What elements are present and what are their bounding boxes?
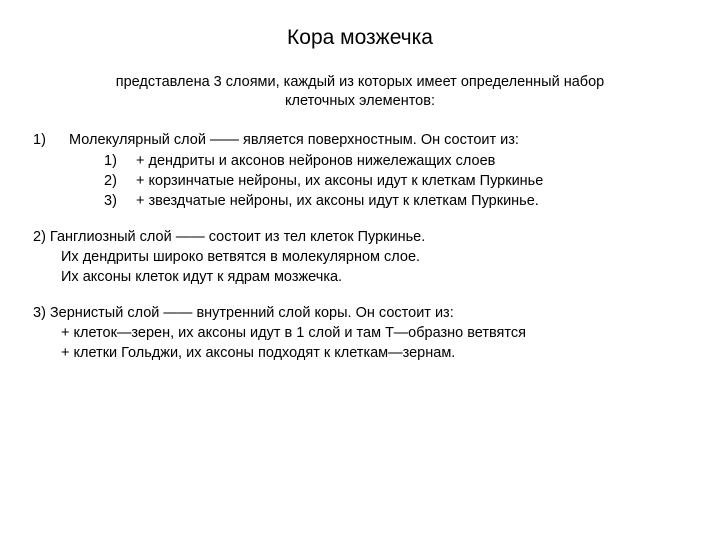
section3-line: + клеток—зерен, их аксоны идут в 1 слой и там Т—образно ветвятся	[61, 325, 526, 341]
section2-heading: 2) Ганглиозный слой —— состоит из тел клеток Пуркинье.	[33, 229, 426, 245]
section1-item-text: + дендриты и аксонов нейронов нижележащих слоев	[136, 153, 496, 169]
section3-line: + клетки Гольджи, их аксоны подходят к клеткам—зернам.	[61, 345, 456, 361]
section1-item-text: + корзинчатые нейроны, их аксоны идут к клеткам Пуркинье	[136, 173, 544, 189]
intro-line-1: представлена 3 слоями, каждый из которых имеет определенный набор	[115, 74, 605, 90]
section1-item-number: 3)	[104, 193, 117, 209]
section2-line: Их дендриты широко ветвятся в молекулярном слое.	[61, 249, 421, 265]
section1-item	[104, 152, 495, 170]
section2-line: Их аксоны клеток идут к ядрам мозжечка.	[61, 269, 343, 285]
intro-text	[60, 73, 660, 111]
section3-heading: 3) Зернистый слой —— внутренний слой коры. Он состоит из:	[33, 305, 454, 321]
section1-item	[104, 192, 539, 210]
section1-number: 1)	[33, 132, 46, 148]
section1-item-text: + звездчатые нейроны, их аксоны идут к клеткам Пуркинье.	[136, 193, 539, 209]
section1-heading: Молекулярный слой —— является поверхностным. Он состоит из:	[69, 132, 519, 148]
section1-heading-row	[33, 131, 519, 149]
section1-item	[104, 172, 543, 190]
page-title: Кора мозжечка	[287, 26, 433, 49]
section1-item-number: 2)	[104, 173, 117, 189]
section1-item-number: 1)	[104, 153, 117, 169]
intro-line-2: клеточных элементов:	[285, 93, 435, 109]
